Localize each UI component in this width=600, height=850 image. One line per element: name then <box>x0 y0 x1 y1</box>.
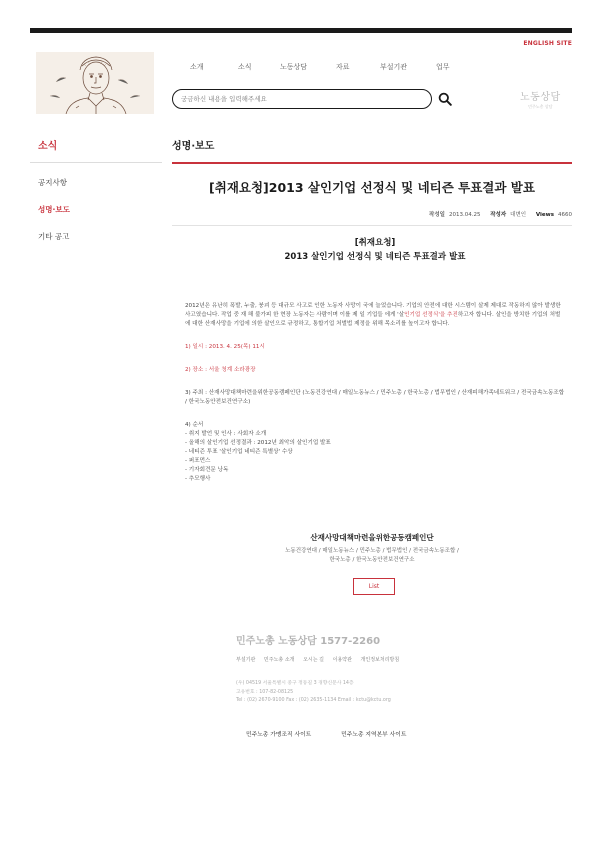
footer-biz-no: 고유번호 : 107-82-08125 <box>236 689 294 695</box>
doc-item-order-title: 4) 순서 <box>185 422 204 428</box>
consult-brand[interactable] <box>520 88 561 110</box>
sidebar-divider <box>30 162 162 163</box>
meta-divider <box>172 225 572 226</box>
doc-item-place: 2) 장소 : 서울 청계 소라광장 <box>185 367 256 373</box>
date-label: 작성일 <box>429 212 445 218</box>
sidebar-item-notice[interactable]: 공지사항 <box>38 178 67 187</box>
site-logo-illustration[interactable] <box>36 52 154 114</box>
list-button[interactable]: List <box>353 578 395 595</box>
organizer-members-2: 한국노총 / 한국노동안전보건연구소 <box>329 557 415 563</box>
order-line: - 퍼포먼스 <box>185 458 211 464</box>
order-line: - 추모행사 <box>185 476 211 482</box>
organizer-name: 산재사망대책마련을위한공동캠페인단 <box>310 533 434 542</box>
organizer-block <box>172 532 572 565</box>
doc-heading: [취재요청] <box>354 238 396 248</box>
footer-title: 민주노총 노동상담 1577-2260 <box>236 636 381 647</box>
search-input[interactable] <box>181 94 411 104</box>
footer-contact: Tel : (02) 2670-9100 Fax : (02) 2635-1134 Email : kctu@kctu.org <box>236 698 391 703</box>
section-title: 성명·보도 <box>172 141 215 152</box>
doc-item-host: 3) 주최 : 산재사망대책마련을위한공동캠페인단 (노동건강연대 / 매일노동뉴스 / 민주노총 / 한국노총 / 법무법인 / 산재피해가족네트워크 / 전국금속노동조합 / 한국노동안전보건연구소) <box>185 390 565 405</box>
sidebar-menu <box>38 177 70 258</box>
section-divider <box>172 162 572 164</box>
order-line: - 취지 발언 및 인사 : 사회자 소개 <box>185 431 267 437</box>
order-line: - 네티즌 투표 '살인기업 네티즌 특별상' 수상 <box>185 449 293 455</box>
main-nav <box>190 62 476 72</box>
footer-site-regional[interactable]: 민주노총 지역본부 사이트 <box>341 732 407 738</box>
intro-text-highlight: 인기업 선정식'을 추진 <box>404 312 458 318</box>
doc-intro <box>185 302 565 329</box>
footer-link-privacy[interactable]: 개인정보처리방침 <box>360 657 400 663</box>
footer-link-about[interactable]: 민주노총 소개 <box>263 657 295 663</box>
sidebar-title: 소식 <box>38 141 58 152</box>
sidebar-item-statements[interactable]: 성명·보도 <box>38 205 70 214</box>
order-line: - 기자회견문 낭독 <box>185 467 229 473</box>
english-site-link[interactable]: ENGLISH SITE <box>523 40 572 47</box>
doc-subheading: 2013 살인기업 선정식 및 네티즌 투표결과 발표 <box>284 252 466 262</box>
post-title: [취재요청]2013 살인기업 선정식 및 네티즌 투표결과 발표 <box>209 180 535 195</box>
post-views: 4660 <box>558 212 572 218</box>
brand-subtitle: 민주노총 상담 <box>528 104 553 109</box>
brand-title: 노동상담 <box>520 92 561 103</box>
author-label: 작성자 <box>490 212 507 218</box>
post-author: 대변인 <box>510 212 527 218</box>
portrait-illustration <box>36 52 154 114</box>
footer-links <box>236 656 406 663</box>
footer-link-terms[interactable]: 이용약관 <box>332 657 352 663</box>
intro-text-1: 2012년은 유난히 폭발, 누출, 붕괴 등 대규모 사고로 인한 노동자 사망이 국에 늘었습니다. 기업의 안전에 대한 시스템이 살제 제대로 작동하지 않아 발생한 사고였습니다. 작업 중 재 해 불가피 한 현장 노동자는 사람이며 이를 제 일 기업들 에게 '살 <box>185 303 561 318</box>
views-label: Views <box>535 212 554 218</box>
footer-sites <box>246 729 434 738</box>
nav-item-about[interactable]: 소개 <box>190 63 204 71</box>
intro-text-2: 하고자 합니다. 살인을 방치한 기업의 처벌에 대한 산재사망을 기업에 의한 살인으로 규정하고, 통합기업 처벌법 제정을 위해 목소리를 높이고자 합니다. <box>185 312 561 327</box>
order-line: - 올해의 살인기업 선정결과 : 2012년 최악의 살인기업 발표 <box>185 440 331 446</box>
sidebar-item-other-notices[interactable]: 기타 공고 <box>38 232 70 241</box>
post-date: 2013.04.25 <box>448 212 481 218</box>
footer-address-block <box>236 680 391 706</box>
top-bar <box>30 28 572 33</box>
post-meta <box>429 210 572 218</box>
footer-site-affiliates[interactable]: 민주노총 가맹조직 사이트 <box>246 732 312 738</box>
footer-link-directions[interactable]: 오시는 길 <box>303 657 325 663</box>
nav-item-resources[interactable]: 자료 <box>336 63 350 71</box>
search-icon[interactable] <box>438 92 452 106</box>
footer-address: (우) 04519 서울특별시 중구 정동길 3 경향신문사 14층 <box>236 681 354 686</box>
footer-link-affiliates[interactable]: 부설기관 <box>236 657 256 663</box>
doc-item-date: 1) 일시 : 2013. 4. 25(목) 11시 <box>185 344 265 350</box>
nav-item-work[interactable]: 업무 <box>436 63 450 71</box>
post-body <box>185 236 565 484</box>
organizer-members-1: 노동건강연대 / 매일노동뉴스 / 민주노총 / 법무법인 / 전국금속노동조합 / <box>285 548 459 554</box>
nav-item-news[interactable]: 소식 <box>238 63 252 71</box>
nav-item-affiliates[interactable]: 부설기관 <box>380 63 408 71</box>
search-box <box>172 89 432 109</box>
nav-item-consult[interactable]: 노동상담 <box>280 63 308 71</box>
